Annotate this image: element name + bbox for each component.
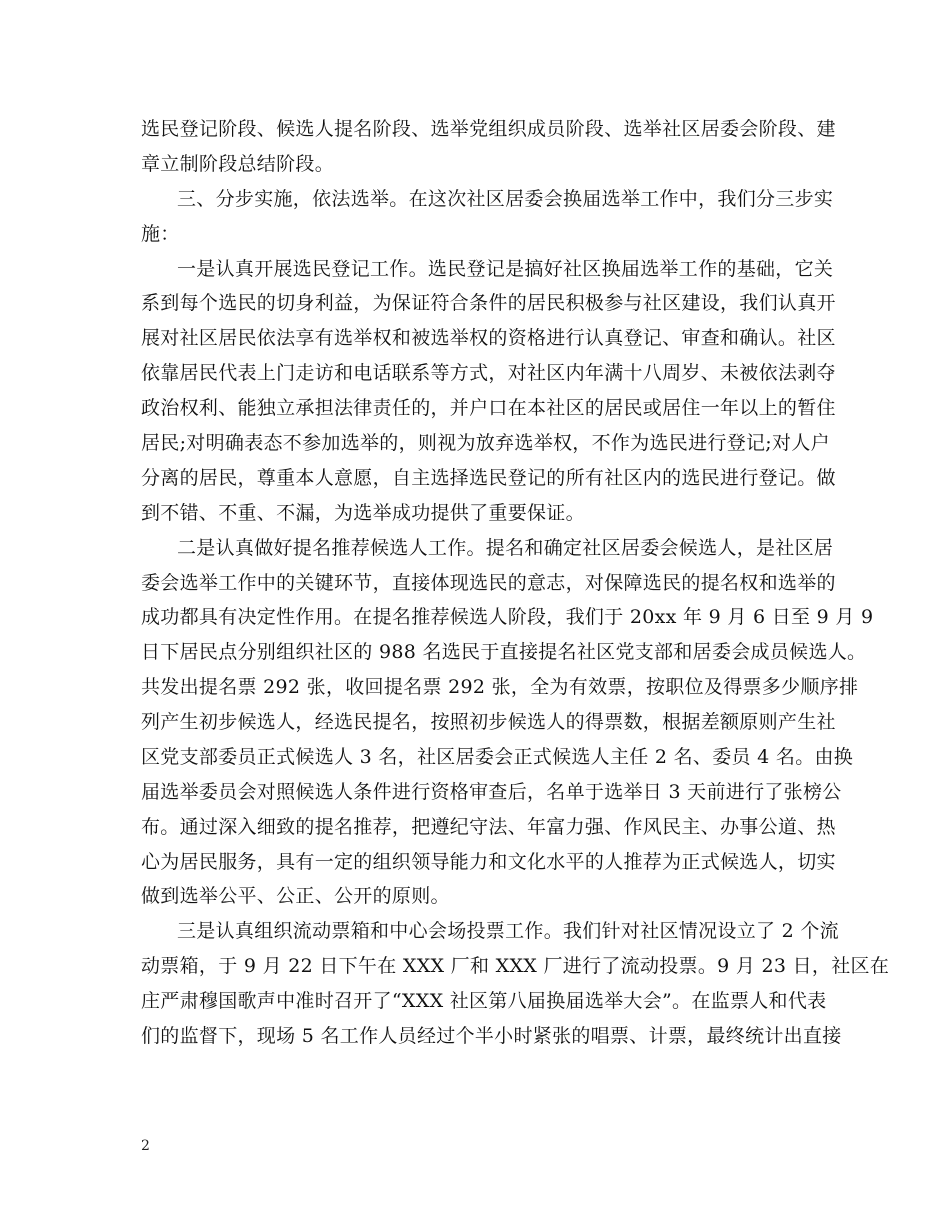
text-line: 委会选举工作中的关键环节，直接体现选民的意志，对保障选民的提名权和选举的 — [141, 572, 836, 594]
text-line: 布。通过深入细致的提名推荐，把遵纪守法、年富力强、作风民主、办事公道、热 — [141, 816, 836, 838]
text-line: 章立制阶段总结阶段。 — [141, 153, 335, 175]
text-line: 系到每个选民的切身利益，为保证符合条件的居民积极参与社区建设，我们认真开 — [141, 292, 836, 314]
text-line: 们的监督下，现场 5 名工作人员经过个半小时紧张的唱票、计票，最终统计出直接 — [141, 1025, 842, 1047]
text-line: 二是认真做好提名推荐候选人工作。提名和确定社区居委会候选人，是社区居 — [177, 537, 834, 559]
text-line: 庄严肃穆国歌声中准时召开了“XXX 社区第八届换届选举大会”。在监票人和代表 — [141, 990, 827, 1012]
text-line: 动票箱，于 9 月 22 日下午在 XXX 厂和 XXX 厂进行了流动投票。9 月 23 日，社区在 — [141, 955, 890, 977]
text-line: 分离的居民，尊重本人意愿，自主选择选民登记的所有社区内的选民进行登记。做 — [141, 467, 836, 489]
text-line: 共发出提名票 292 张，收回提名票 292 张，全为有效票，按职位及得票多少顺序排 — [141, 676, 859, 698]
page-number: 2 — [141, 1138, 150, 1154]
text-line: 政治权利、能独立承担法律责任的，并户口在本社区的居民或居住一年以上的暂住 — [141, 397, 836, 419]
text-line: 居民;对明确表态不参加选举的，则视为放弃选举权，不作为选民进行登记;对人户 — [141, 432, 830, 454]
text-line: 做到选举公平、公正、公开的原则。 — [141, 885, 450, 907]
text-line: 成功都具有决定性作用。在提名推荐候选人阶段，我们于 20xx 年 9 月 6 日至 9 月 9 — [141, 606, 874, 628]
text-line: 依靠居民代表上门走访和电话联系等方式，对社区内年满十八周岁、未被依法剥夺 — [141, 362, 836, 384]
text-line: 选民登记阶段、候选人提名阶段、选举党组织成员阶段、选举社区居委会阶段、建 — [141, 118, 836, 140]
text-line: 三、分步实施，依法选举。在这次社区居委会换届选举工作中，我们分三步实 — [177, 188, 834, 210]
text-line: 三是认真组织流动票箱和中心会场投票工作。我们针对社区情况设立了 2 个流 — [177, 920, 839, 942]
text-line: 区党支部委员正式候选人 3 名，社区居委会正式候选人主任 2 名、委员 4 名。由换 — [141, 746, 854, 768]
text-line: 到不错、不重、不漏，为选举成功提供了重要保证。 — [141, 502, 585, 524]
text-line: 心为居民服务，具有一定的组织领导能力和文化水平的人推荐为正式候选人，切实 — [141, 851, 836, 873]
text-line: 展对社区居民依法享有选举权和被选举权的资格进行认真登记、审查和确认。社区 — [141, 327, 836, 349]
text-line: 届选举委员会对照候选人条件进行资格审查后，名单于选举日 3 天前进行了张榜公 — [141, 781, 842, 803]
text-line: 列产生初步候选人，经选民提名，按照初步候选人的得票数，根据差额原则产生社 — [141, 711, 836, 733]
text-line: 日下居民点分别组织社区的 988 名选民于直接提名社区党支部和居委会成员候选人。 — [141, 641, 867, 663]
text-line: 施： — [141, 223, 180, 245]
text-line: 一是认真开展选民登记工作。选民登记是搞好社区换届选举工作的基础，它关 — [177, 258, 834, 280]
